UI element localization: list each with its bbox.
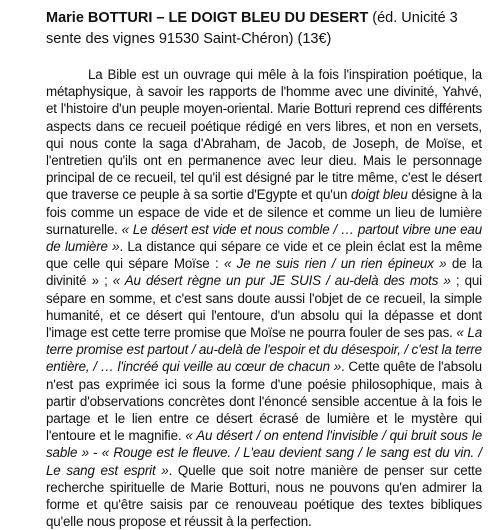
quote-segment: « Je ne suis rien / un rien épineux » bbox=[223, 256, 447, 272]
quote-segment: « Au désert / on entend l'invisible / qui bruit sous le sable » bbox=[46, 428, 482, 461]
quote-segment: « Rouge est le fleuve. / L'eau devient sang / le sang est du vin. / Le sang est esprit » bbox=[46, 445, 482, 478]
publisher-info: (éd. Unicité 3 sente des vignes 91530 Saint-Chéron) (13€) bbox=[46, 10, 458, 47]
text-segment: - bbox=[88, 445, 102, 461]
review-paragraph bbox=[46, 66, 482, 530]
text-segment: désigne à la fois comme un espace de vide et de silence et comme un lieu de lumière surnaturelle. bbox=[46, 187, 482, 237]
header-dash: – bbox=[152, 10, 169, 26]
quote-segment: « La terre promise est partout / au-delà de l'espoir et du désespoir, / c'est la terre entière, / … l'incréé qui veille au cœur de chacun » bbox=[46, 325, 482, 375]
review-body bbox=[46, 66, 482, 530]
book-author: Marie BOTTURI bbox=[46, 10, 153, 26]
quote-segment: « Le désert est vide et nous comble / … partout vibre une eau de lumière » bbox=[46, 221, 482, 255]
text-segment: . Quelle que soit notre manière de penser sur cette recherche spirituelle de Marie Botturi, nous ne pouvons qu'en admirer la forme et qu'être saisis par ce renouveau poétique des textes bibliques qu'elle nous propose et réussit à la perfection. bbox=[46, 462, 483, 530]
text-segment: ; qui sépare en somme, et c'est sans doute aussi l'objet de ce recueil, la simple humanité, et ce désert qui l'entoure, d'un absolu qui la dépasse et dont l'image est cette terre promise que Moïse ne pourra fouler de ses pas. bbox=[46, 273, 482, 341]
text-segment: de la divinité » ; bbox=[46, 256, 483, 289]
book-header bbox=[46, 8, 486, 50]
text-segment: . La distance qui sépare ce vide et ce plein éclat est la même que celle qui sépare Moïse : bbox=[46, 239, 483, 272]
book-title: LE DOIGT BLEU DU DESERT bbox=[168, 10, 369, 26]
quote-segment: « Au désert règne un pur JE SUIS / au-delà des mots » bbox=[112, 273, 451, 289]
text-segment: . Cette quête de l'absolu n'est pas exprimée ici sous la forme d'une poésie philosophique, mais à partir d'observations concrètes dont l'énoncé sensible accentue à la fois le partage et le lien entre ce désert écrasé de lumière et le mystère qui l'entoure et le magnifie. bbox=[46, 359, 482, 444]
text-segment: La Bible est un ouvrage qui mêle à la fois l'inspiration poétique, la métaphysique, à savoir les rapports de l'homme avec une divinité, Yahvé, et l'histoire d'un peuple moyen-oriental. Marie Botturi reprend ces différents aspects dans ce recueil poétique rédigé en vers libres, et non en versets, qui nous conte la saga d'Abraham, de Jacob, de Joseph, de Moïse, et l'entretien qu'ils ont en permanence avec leur dieu. Mais le personnage principal de ce recueil, tel qu'il est désigné par le titre même, c'est le désert que traverse ce peuple à sa sortie d'Egypte et qu'un bbox=[46, 67, 482, 203]
quote-segment: doigt bleu bbox=[350, 187, 408, 203]
